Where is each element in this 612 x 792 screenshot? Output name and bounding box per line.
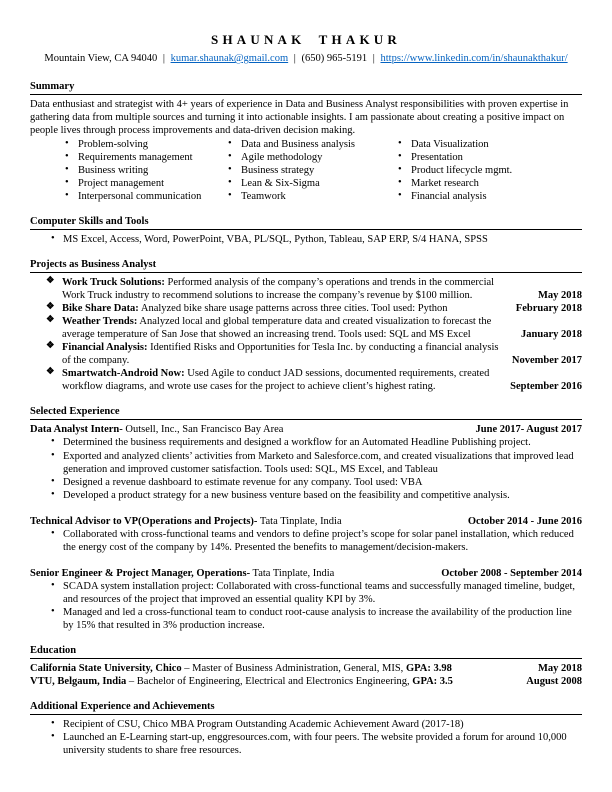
skill-label: Problem-solving [78,139,148,151]
job-bullet-text: Collaborated with cross-functional teams and vendors to define project’s scope for solar panel installation, which reduced the energy cost of the company by 14%. Presented the benefits to management/decision-makers. [63,528,574,553]
diamond-bullet-icon: ❖ [46,302,55,313]
skill-item [398,138,582,151]
email-link[interactable]: kumar.shaunak@gmail.com [170,53,289,65]
skill-label: Data and Business analysis [241,139,356,151]
skill-item [65,190,228,203]
job-bullet-text: Determined the business requirements and designed a workflow for an Automated Headline Publishing project. [63,437,531,449]
education-gpa: GPA: 3.98 [405,662,452,674]
resume-header [30,32,582,65]
bullet-icon: • [398,190,402,202]
project-description: Used Agile to conduct JAD sessions, documented requirements, created workflow diagrams, and wrote use cases for the project to achieve client’s highest rating. [62,368,490,393]
job-date: October 2014 - June 2016 [467,515,582,527]
bullet-icon: • [51,436,55,448]
bullet-icon: • [398,138,402,150]
bullet-icon: • [398,177,402,189]
diamond-bullet-icon: ❖ [46,341,55,352]
bullet-icon: • [228,138,232,150]
job-bullet [30,580,582,606]
job-date: June 2017- August 2017 [475,424,582,436]
job-company: Tata Tinplate, India [250,567,335,579]
project-item [30,315,582,341]
bullet-icon: • [228,151,232,163]
project-text [62,367,504,393]
separator: | [372,53,375,65]
bullet-icon: • [51,730,55,742]
resume-name: SHAUNAK THAKUR [211,32,401,47]
summary-text: Data enthusiast and strategist with 4+ years of experience in Data and Business Analyst responsibilities with proven expertise in gathering data from multiple sources and turning it into actionable insights. I am passionate about creating a positive impact on people lives through process improvements and data-driven decision making. [30,99,569,137]
skills-grid [30,138,582,203]
section-education [30,644,582,688]
project-title: Weather Trends: [62,316,138,328]
job-bullet-text: SCADA system installation project: Collaborated with cross-functional teams and successfully managed timeline, budget, and resources of the project that improved an essential quality KPI by 3%. [63,580,576,605]
additional-heading: Additional Experience and Achievements [30,700,582,715]
contact-location: Mountain View, CA 94040 [44,53,158,65]
job-bullet [30,436,582,449]
computer-skills-heading: Computer Skills and Tools [30,215,582,230]
additional-item-text: Recipient of CSU, Chico MBA Program Outstanding Academic Achievement Award (2017-18) [63,718,464,730]
skill-label: Lean & Six-Sigma [241,178,320,190]
skills-column-2 [228,138,398,203]
job-title-line [30,567,334,580]
job-title: Senior Engineer & Project Manager, Operations- [30,567,251,579]
skills-column-1 [65,138,228,203]
project-text [62,302,504,315]
job-header [30,423,582,436]
bullet-icon: • [51,717,55,729]
section-experience [30,405,582,631]
linkedin-link[interactable]: https://www.linkedin.com/in/shaunakthakur/ [380,53,568,65]
project-title: Financial Analysis: [62,342,148,354]
contact-phone: (650) 965-5191 [301,53,368,65]
education-entry [30,675,582,688]
skill-label: Business writing [78,165,149,177]
job-bullet-text: Developed a product strategy for a new business venture based on the feasibility and competitive analysis. [63,489,510,501]
skill-item [398,177,582,190]
job-bullet [30,528,582,554]
skill-label: Agile methodology [241,152,323,164]
job-bullet-text: Exported and analyzed clients’ activities from Marketo and Salesforce.com, and created visualizations that improved lead generation and improved customer satisfaction. Tools used: SQL, MS Excel, and Tableau [63,450,574,475]
skill-item [398,164,582,177]
education-line [30,675,453,688]
project-date: November 2017 [511,355,582,367]
contact-line [30,52,582,65]
bullet-icon: • [51,475,55,487]
project-date: February 2018 [515,303,582,315]
project-description: Analyzed bike share usage patterns across three cities. Tool used: Python [138,303,448,315]
project-title: Work Truck Solutions: [62,277,165,289]
skill-label: Interpersonal communication [78,191,202,203]
job-entry [30,567,582,632]
computer-skills-item [30,233,582,246]
bullet-icon: • [51,579,55,591]
summary-heading: Summary [30,80,582,95]
education-detail: – Bachelor of Engineering, Electrical and Electronics Engineering, [126,675,413,687]
project-description: Identified Risks and Opportunities for Tesla Inc. by conducting a financial analysis of the company. [62,342,499,367]
job-title-line [30,515,342,528]
job-bullet [30,606,582,632]
computer-skills-text: MS Excel, Access, Word, PowerPoint, VBA, PL/SQL, Python, Tableau, SAP ERP, S/4 HANA, SPSS [63,234,488,246]
project-title: Smartwatch-Android Now: [62,368,185,380]
job-bullet-text: Designed a revenue dashboard to estimate revenue for any company. Tool used: VBA [63,476,423,488]
job-title: Technical Advisor to VP(Operations and Projects)- [30,515,258,527]
skills-column-3 [398,138,582,203]
job-bullet [30,476,582,489]
project-description: Analyzed local and global temperature data and created visualization to forecast the average temperature of San Jose that showed an increasing trend. Tools used: SQL and MS Excel [62,316,492,341]
bullet-icon: • [65,164,69,176]
project-title: Bike Share Data: [62,303,139,315]
skill-label: Presentation [411,152,463,164]
project-text [62,276,504,302]
bullet-icon: • [398,151,402,163]
skill-item [228,151,398,164]
separator: | [162,53,165,65]
bullet-icon: • [65,151,69,163]
job-header [30,515,582,528]
job-bullet-text: Managed and led a cross-functional team to conduct root-cause analysis to increase the availability of the production line by 15% that resulted in 3% production increase. [63,606,572,631]
project-item [30,341,582,367]
bullet-icon: • [228,177,232,189]
skill-label: Data Visualization [411,139,489,151]
skill-label: Financial analysis [411,191,487,203]
separator: | [293,53,296,65]
project-date: May 2018 [537,290,582,302]
education-school: VTU, Belgaum, India [30,675,127,687]
skill-item [228,164,398,177]
project-item [30,276,582,302]
education-school: California State University, Chico [30,662,182,674]
skill-item [65,177,228,190]
diamond-bullet-icon: ❖ [46,315,55,326]
job-entry [30,423,582,501]
additional-item [30,718,582,731]
project-text [62,315,504,341]
project-date: September 2016 [510,381,582,393]
education-heading: Education [30,644,582,659]
bullet-icon: • [51,233,55,245]
skill-label: Market research [411,178,479,190]
experience-heading: Selected Experience [30,405,582,420]
education-entry [30,662,582,675]
job-company: Tata Tinplate, India [257,515,342,527]
bullet-icon: • [51,488,55,500]
project-date: January 2018 [521,329,582,341]
project-description: Performed analysis of the company’s operations and trends in the commercial Work Truck industry to recommend solutions to increase the company’s revenue by $100 million. [62,277,495,302]
skill-item [65,138,228,151]
education-gpa: GPA: 3.5 [412,675,453,687]
skill-item [398,151,582,164]
skill-label: Project management [78,178,165,190]
project-text [62,341,504,367]
bullet-icon: • [65,177,69,189]
bullet-icon: • [51,527,55,539]
education-detail: – Master of Business Administration, General, MIS, [181,662,406,674]
section-additional [30,700,582,757]
job-title-line [30,423,283,436]
skill-item [398,190,582,203]
education-date: May 2018 [537,662,582,674]
job-header [30,567,582,580]
bullet-icon: • [228,164,232,176]
skill-label: Requirements management [78,152,193,164]
section-computer-skills [30,215,582,246]
bullet-icon: • [228,190,232,202]
job-entry [30,515,582,554]
additional-item [30,731,582,757]
skill-item [65,164,228,177]
job-company: Outsell, Inc., San Francisco Bay Area [122,424,284,436]
job-date: October 2008 - September 2014 [441,567,582,579]
bullet-icon: • [51,605,55,617]
skill-label: Product lifecycle mgmt. [411,165,513,177]
section-projects [30,258,582,393]
project-item [30,367,582,393]
job-bullet [30,489,582,502]
project-item [30,302,582,315]
skill-item [65,151,228,164]
skill-label: Teamwork [241,191,286,203]
bullet-icon: • [65,190,69,202]
education-date: August 2008 [526,675,582,687]
diamond-bullet-icon: ❖ [46,367,55,378]
additional-item-text: Launched an E-Learning start-up, enggresources.com, with four peers. The website provided a forum for around 10,000 university students to share free resources. [63,731,567,756]
bullet-icon: • [398,164,402,176]
skill-label: Business strategy [241,165,315,177]
diamond-bullet-icon: ❖ [46,276,55,287]
section-summary [30,80,582,203]
job-bullet [30,450,582,476]
bullet-icon: • [65,138,69,150]
projects-heading: Projects as Business Analyst [30,258,582,273]
job-title: Data Analyst Intern- [30,424,123,436]
education-line [30,662,452,675]
skill-item [228,177,398,190]
skill-item [228,190,398,203]
skill-item [228,138,398,151]
bullet-icon: • [51,449,55,461]
